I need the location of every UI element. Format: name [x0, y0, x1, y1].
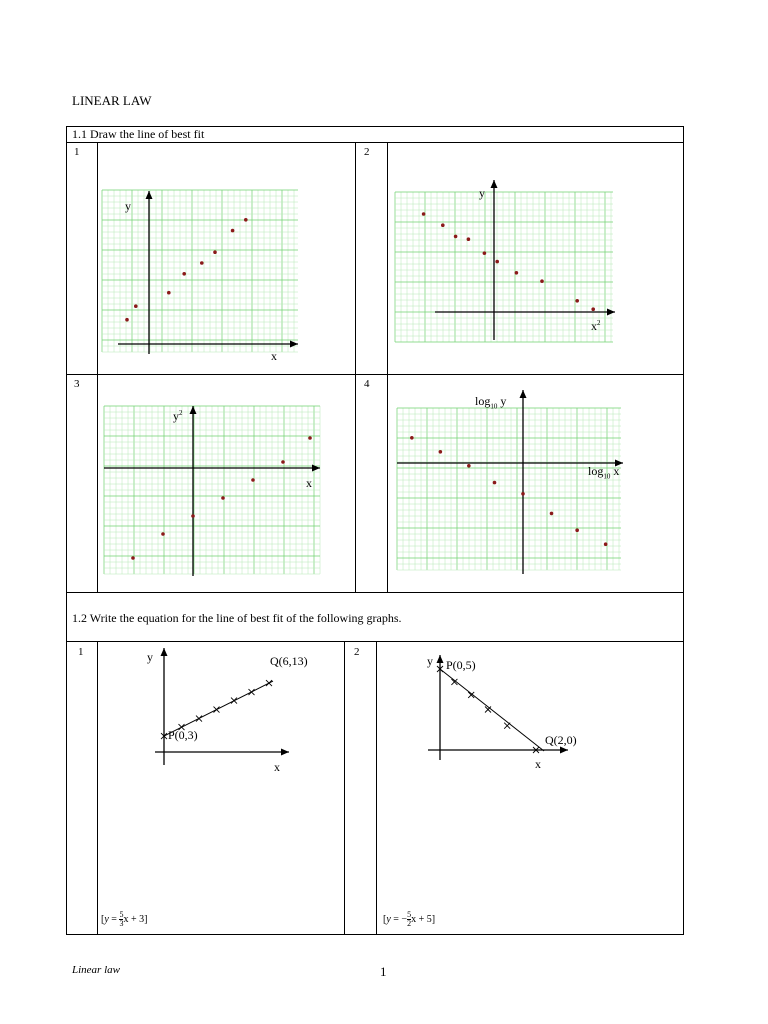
data-point	[231, 698, 237, 704]
axis-label-y: $\log_{10} y$	[475, 394, 507, 411]
data-point	[213, 250, 217, 254]
graph-paper-grid	[395, 192, 613, 342]
point-p-label: P(0,5)	[446, 658, 476, 672]
data-point	[604, 542, 608, 546]
cell-number: 2	[354, 646, 360, 658]
axis-label-y: y	[147, 650, 153, 664]
page-title: LINEAR LAW	[72, 93, 152, 108]
point-p-label: P(0,3)	[168, 728, 198, 742]
cell-number: 4	[364, 378, 370, 390]
axis-label-x: $x^2$	[591, 319, 601, 333]
data-point	[200, 261, 204, 265]
axis-label-x: x	[535, 757, 541, 771]
scatter-graph-2	[393, 180, 615, 340]
y-axis-arrow	[520, 390, 527, 398]
data-point	[591, 307, 595, 311]
data-point	[196, 716, 202, 722]
answer-1: [y = $\frac{5}{3}$ x + 3]	[101, 910, 148, 928]
data-point	[550, 512, 554, 516]
y-axis-arrow	[161, 648, 168, 656]
y-axis-arrow	[146, 191, 153, 199]
data-point	[454, 235, 458, 239]
section-1-2-heading: 1.2 Write the equation for the line of best fit of the following graphs.	[72, 611, 402, 625]
point-q-label: Q(2,0)	[545, 733, 577, 747]
footer-text: Linear law	[72, 964, 120, 976]
x-axis-arrow	[312, 465, 320, 472]
data-point	[422, 212, 426, 216]
cell-number: 1	[78, 646, 84, 658]
y-axis-arrow	[491, 180, 498, 188]
data-point	[221, 496, 225, 500]
graph-paper-grid	[397, 408, 621, 570]
data-point	[575, 299, 579, 303]
data-point	[131, 556, 135, 560]
data-point	[214, 707, 220, 713]
section-1-1-heading: 1.1 Draw the line of best fit	[72, 127, 205, 141]
data-point	[467, 237, 471, 241]
axis-label-x: x	[271, 349, 277, 363]
data-point	[249, 689, 255, 695]
data-point	[515, 271, 519, 275]
data-point	[410, 436, 414, 440]
data-point	[493, 481, 497, 485]
data-point	[575, 528, 579, 532]
data-point	[266, 680, 272, 686]
x-axis-arrow	[281, 749, 289, 756]
data-point	[231, 229, 235, 233]
data-point	[441, 223, 445, 227]
data-point	[281, 460, 285, 464]
axis-label-y: y	[479, 186, 485, 200]
axis-label-y: $y^2$	[173, 409, 183, 423]
point-q-label: Q(6,13)	[270, 654, 308, 668]
axis-label-x: x	[306, 476, 312, 490]
axis-label-x: x	[274, 760, 280, 774]
graph-paper-grid	[104, 406, 320, 574]
data-point	[161, 532, 165, 536]
data-point	[495, 260, 499, 264]
axis-label-y: y	[427, 654, 433, 668]
cell-number: 3	[74, 378, 80, 390]
answer-2: [y = − $\frac{5}{2}$ x + 5]	[383, 910, 436, 928]
y-axis-arrow	[190, 406, 197, 414]
data-point	[125, 318, 129, 322]
data-point	[308, 436, 312, 440]
data-point	[244, 218, 248, 222]
page-number: 1	[380, 964, 387, 979]
data-point	[191, 514, 195, 518]
data-point	[134, 304, 138, 308]
data-point	[439, 450, 443, 454]
axis-label-x: $\log_{10} x$	[588, 464, 620, 481]
scatter-graph-1	[100, 188, 300, 358]
scatter-graph-3	[102, 404, 324, 576]
data-point	[521, 492, 525, 496]
graph-paper-grid	[102, 190, 298, 352]
data-point	[467, 464, 471, 468]
y-axis-arrow	[437, 655, 444, 663]
x-axis-arrow	[560, 747, 568, 754]
cell-number: 2	[364, 146, 370, 158]
cell-number: 1	[74, 146, 80, 158]
axis-label-y: y	[125, 199, 131, 213]
data-point	[483, 251, 487, 255]
data-point	[504, 723, 510, 729]
data-point	[167, 291, 171, 295]
data-point	[540, 279, 544, 283]
data-point	[182, 272, 186, 276]
data-point	[251, 478, 255, 482]
